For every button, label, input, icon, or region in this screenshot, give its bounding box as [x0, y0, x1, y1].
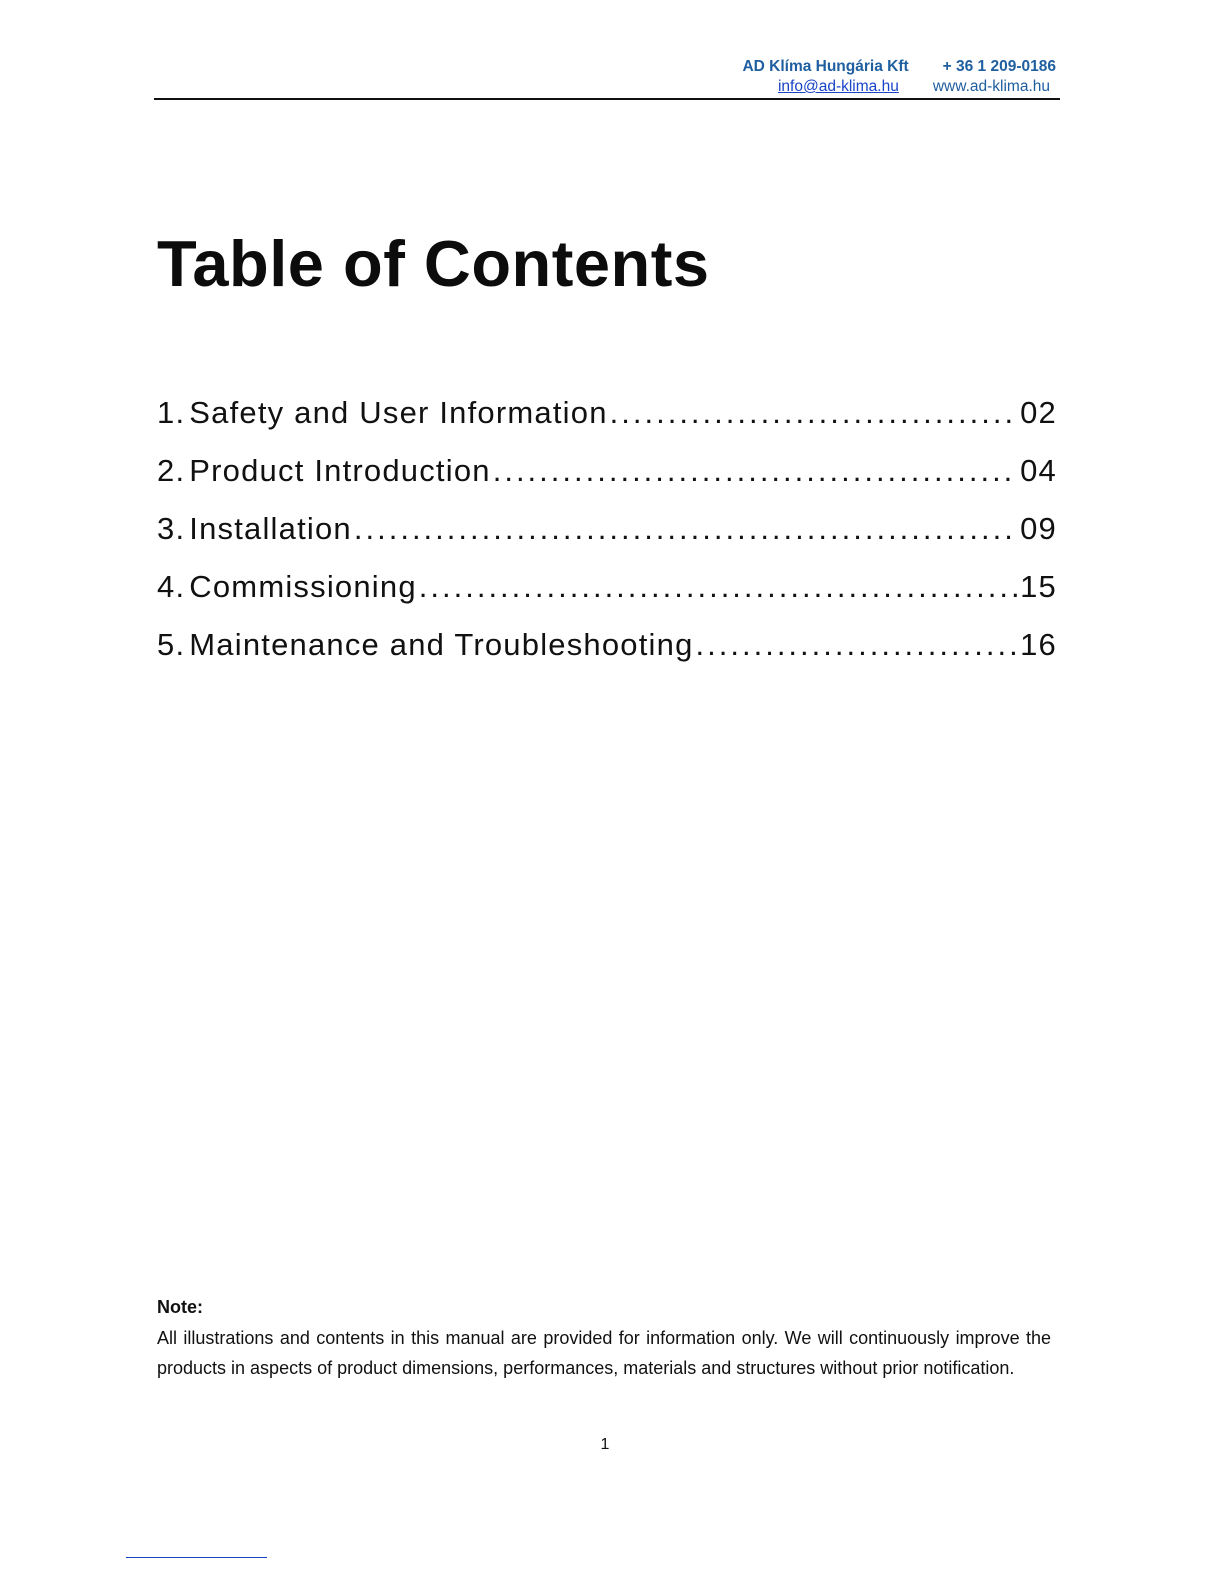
toc-entry-page: 02	[1020, 395, 1057, 430]
note-heading: Note:	[157, 1297, 203, 1317]
toc-entry-installation[interactable]	[157, 511, 1057, 569]
toc-entry-label: Commissioning	[189, 569, 417, 604]
website-link[interactable]: www.ad-klima.hu	[932, 78, 1050, 95]
toc-entry-number: 3.	[157, 511, 186, 546]
toc-dot-leader	[696, 627, 1019, 663]
company-name: AD Klíma Hungária Kft	[742, 58, 909, 75]
toc-entry-commissioning[interactable]	[157, 569, 1057, 627]
toc-dot-leader	[419, 569, 1018, 605]
page-title: Table of Contents	[157, 227, 710, 300]
toc-entry-product-introduction[interactable]	[157, 453, 1057, 511]
toc-entry-number: 4.	[157, 569, 186, 604]
toc-dot-leader	[493, 453, 1018, 489]
toc-entry-number: 1.	[157, 395, 186, 430]
header-company-line	[742, 58, 1056, 76]
page-number: 1	[600, 1436, 610, 1453]
toc-entry-label: Maintenance and Troubleshooting	[189, 627, 694, 662]
table-of-contents	[157, 395, 1057, 685]
note-body: All illustrations and contents in this manual are provided for information only. We will continuously improve the products in aspects of product dimensions, performances, materials and structures without prior notification.	[157, 1328, 1051, 1378]
toc-entry-number: 2.	[157, 453, 186, 488]
toc-entry-label: Product Introduction	[189, 453, 491, 488]
toc-entry-page: 16	[1020, 627, 1057, 662]
toc-dot-leader	[354, 511, 1018, 547]
header-divider	[154, 98, 1060, 100]
phone-number: + 36 1 209-0186	[942, 58, 1056, 75]
toc-entry-page: 09	[1020, 511, 1057, 546]
toc-entry-maintenance[interactable]	[157, 627, 1057, 685]
toc-dot-leader	[610, 395, 1018, 431]
toc-entry-label: Installation	[189, 511, 352, 546]
note-section	[157, 1297, 1051, 1383]
toc-entry-number: 5.	[157, 627, 186, 662]
page-header	[154, 56, 1060, 102]
toc-entry-page: 04	[1020, 453, 1057, 488]
email-link[interactable]: info@ad-klima.hu	[777, 78, 899, 95]
toc-entry-safety[interactable]	[157, 395, 1057, 453]
header-contact-line	[778, 78, 1050, 96]
toc-entry-label: Safety and User Information	[189, 395, 608, 430]
toc-entry-page: 15	[1020, 569, 1057, 604]
footer-link-underline	[126, 1557, 267, 1558]
